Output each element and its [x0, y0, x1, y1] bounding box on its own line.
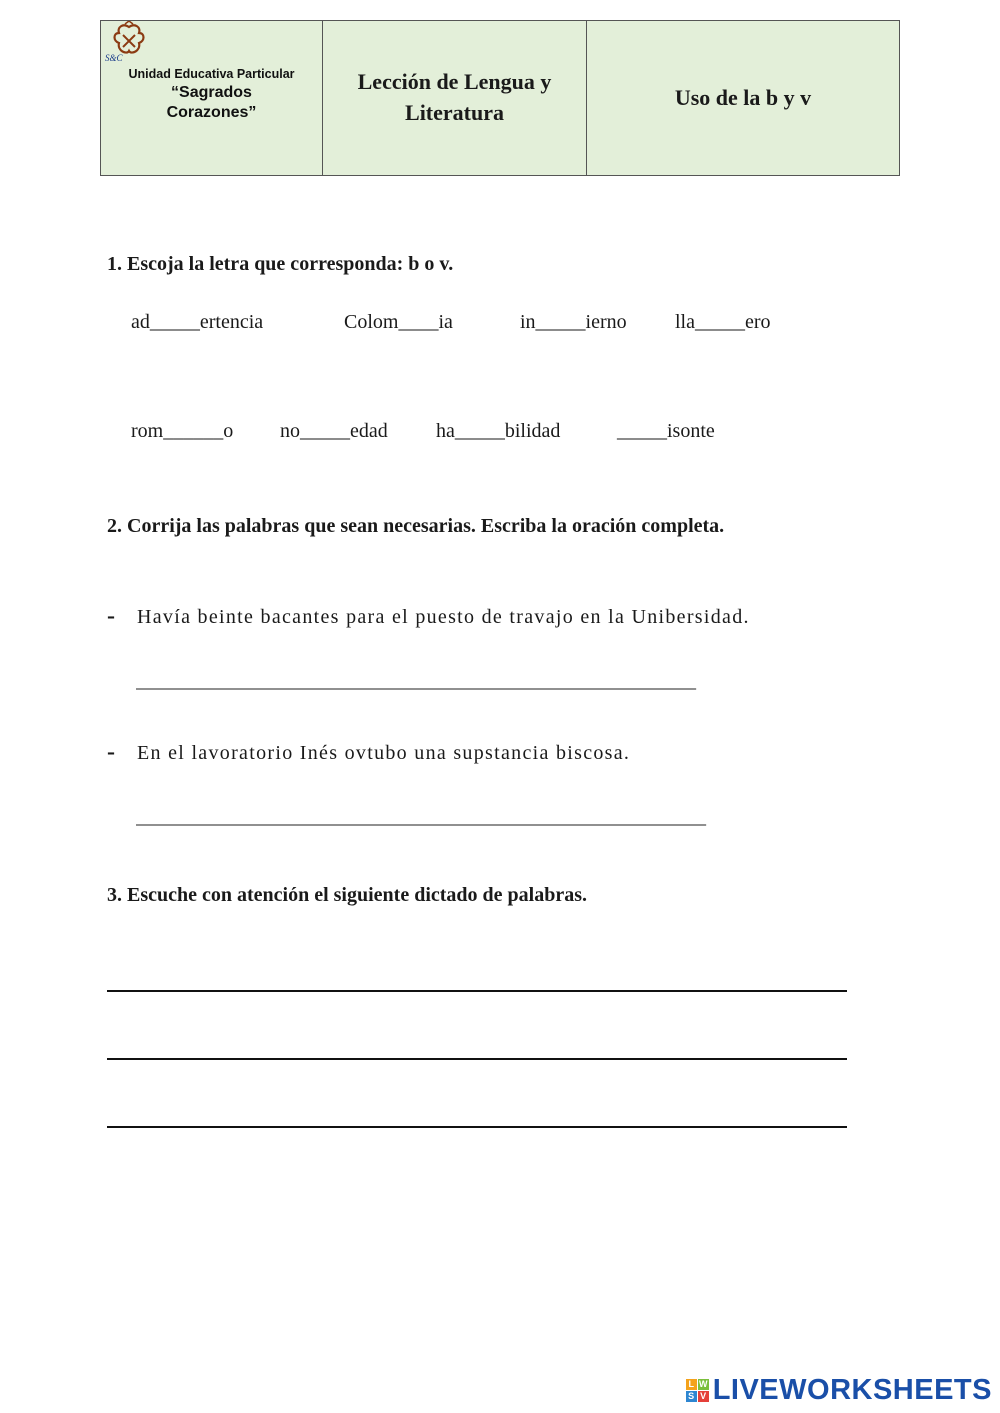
q1-word-2[interactable]: Colom____ia [344, 311, 453, 333]
logo-square-2: W [698, 1379, 708, 1389]
q2-bullet-1: - [107, 603, 115, 629]
logo-square-3: S [686, 1391, 697, 1402]
logo-square-4: V [698, 1391, 709, 1402]
q1-word-3[interactable]: in_____ierno [520, 311, 627, 333]
lesson-title-line2: Literatura [405, 100, 504, 125]
liveworksheets-wordmark: LIVEWORKSHEETS [712, 1374, 992, 1406]
logo-letters: S&C [105, 53, 123, 63]
school-name-line2: “Sagrados [171, 83, 252, 101]
topic-cell [587, 21, 900, 176]
q1-word-1[interactable]: ad_____ertencia [131, 311, 264, 333]
question-1-title: 1. Escoja la letra que corresponda: b o v. [107, 253, 454, 275]
school-cell [101, 21, 323, 176]
q1-word-8[interactable]: _____isonte [617, 420, 715, 442]
q2-sentence-2: En el lavoratorio Inés ovtubo una supstancia biscosa. [137, 742, 631, 764]
question-3-title: 3. Escuche con atención el siguiente dictado de palabras. [107, 884, 588, 906]
lesson-title-line1: Lección de Lengua y [357, 69, 552, 95]
school-name-line3: Corazones” [166, 103, 257, 121]
q1-word-7[interactable]: ha_____bilidad [436, 420, 561, 442]
school-name-line1: Unidad Educativa Particular [128, 67, 295, 81]
liveworksheets-logo-icon [686, 1379, 709, 1402]
q2-answer-line-1[interactable]: ________________________________________________________ [136, 670, 696, 692]
q1-word-6[interactable]: no_____edad [280, 420, 388, 442]
school-logo-icon [103, 21, 155, 67]
q2-bullet-2: - [107, 739, 115, 765]
topic-title: Uso de la b y v [674, 84, 812, 110]
header-table [100, 20, 900, 176]
q2-sentence-1: Havía beinte bacantes para el puesto de travajo en la Unibersidad. [137, 606, 750, 628]
logo-square-1: L [686, 1379, 697, 1390]
q1-word-4[interactable]: lla_____ero [675, 311, 771, 333]
lesson-title [323, 67, 586, 129]
lesson-cell [323, 21, 587, 176]
q2-answer-line-2[interactable]: _________________________________________________________ [136, 806, 706, 828]
q1-word-5[interactable]: rom______o [131, 420, 234, 442]
dictation-line-1[interactable] [107, 990, 847, 992]
question-2-title: 2. Corrija las palabras que sean necesarias. Escriba la oración completa. [107, 515, 725, 537]
liveworksheets-brand [686, 1374, 992, 1407]
dictation-line-2[interactable] [107, 1058, 847, 1060]
dictation-line-3[interactable] [107, 1126, 847, 1128]
